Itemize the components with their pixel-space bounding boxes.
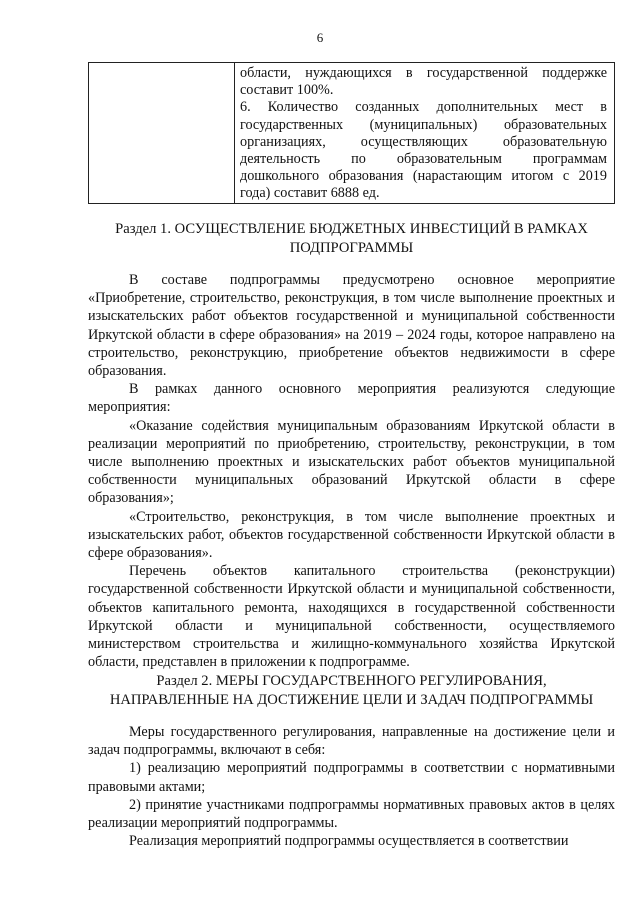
section1-paragraph: «Оказание содействия муниципальным образованиям Иркутской области в реализации мероприятий по приобретению, строительству, реконструкции, в том числе выполнению проектных и изыскательских работ объектов муниципальной собственности муниципальных образований Иркутской области в сфере образования»; <box>88 417 615 507</box>
section2-heading-line1: Раздел 2. МЕРЫ ГОСУДАРСТВЕННОГО РЕГУЛИРОВАНИЯ, <box>156 673 547 689</box>
section2-paragraph: 2) принятие участниками подпрограммы нормативных правовых актов в целях реализации мероприятий подпрограммы. <box>88 796 615 832</box>
table-cell-expected-results <box>240 65 607 203</box>
section2-heading-line2: НАПРАВЛЕННЫЕ НА ДОСТИЖЕНИЕ ЦЕЛИ И ЗАДАЧ ПОДПРОГРАММЫ <box>109 691 594 708</box>
section1-heading: Раздел 1. ОСУЩЕСТВЛЕНИЕ БЮДЖЕТНЫХ ИНВЕСТИЦИЙ В РАМКАХ ПОДПРОГРАММЫ <box>115 221 588 256</box>
section2-paragraph: 1) реализацию мероприятий подпрограммы в соответствии с нормативными правовыми актами; <box>88 760 615 795</box>
section2-body <box>88 723 615 850</box>
section1-body <box>88 271 615 671</box>
section1-paragraph: В составе подпрограммы предусмотрено основное мероприятие «Приобретение, строительство, реконструкция, в том числе выполнение проектных и изыскательских работ объектов государственной и муниципальной собственности Иркутской области в сфере образования» на 2019 – 2024 годы, которое направлено на строительство, реконструкцию, приобретение объектов недвижимости в сфере образования. <box>88 272 615 380</box>
indicators-table <box>88 62 615 204</box>
page-number: 6 <box>316 30 324 45</box>
section2-paragraph: Реализация мероприятий подпрограммы осуществляется в соответствии <box>129 833 569 850</box>
section2-paragraph: Меры государственного регулирования, направленные на достижение цели и задач подпрограммы, включают в себя: <box>88 724 615 759</box>
section1-paragraph: Перечень объектов капитального строительства (реконструкции) государственной собственности Иркутской области и муниципальной собственности, объектов капитального ремонта, находящихся в государственной собственности Иркутской области и муниципальной собственности, осуществляемого министерством строительства и жилищно-коммунального хозяйства Иркутской области, представлен в приложении к подпрограмме. <box>88 563 615 671</box>
table-cell-text-line1: области, нуждающихся в государственной поддержке составит 100%. <box>240 65 607 99</box>
table-cell-text-item6: 6. Количество созданных дополнительных мест в государственных (муниципальных) образовательных организациях, осуществляющих образовательную деятельность по образовательным программам дошкольного образования (нарастающим итогом с 2019 года) составит 6888 ед. <box>240 99 607 202</box>
section2-heading <box>88 672 615 709</box>
section1-paragraph: «Строительство, реконструкция, в том числе выполнение проектных и изыскательских работ, объектов государственной собственности Иркутской области в сфере образования». <box>88 508 615 562</box>
section1-paragraph: В рамках данного основного мероприятия реализуются следующие мероприятия: <box>88 381 615 416</box>
table-column-divider <box>234 63 235 203</box>
